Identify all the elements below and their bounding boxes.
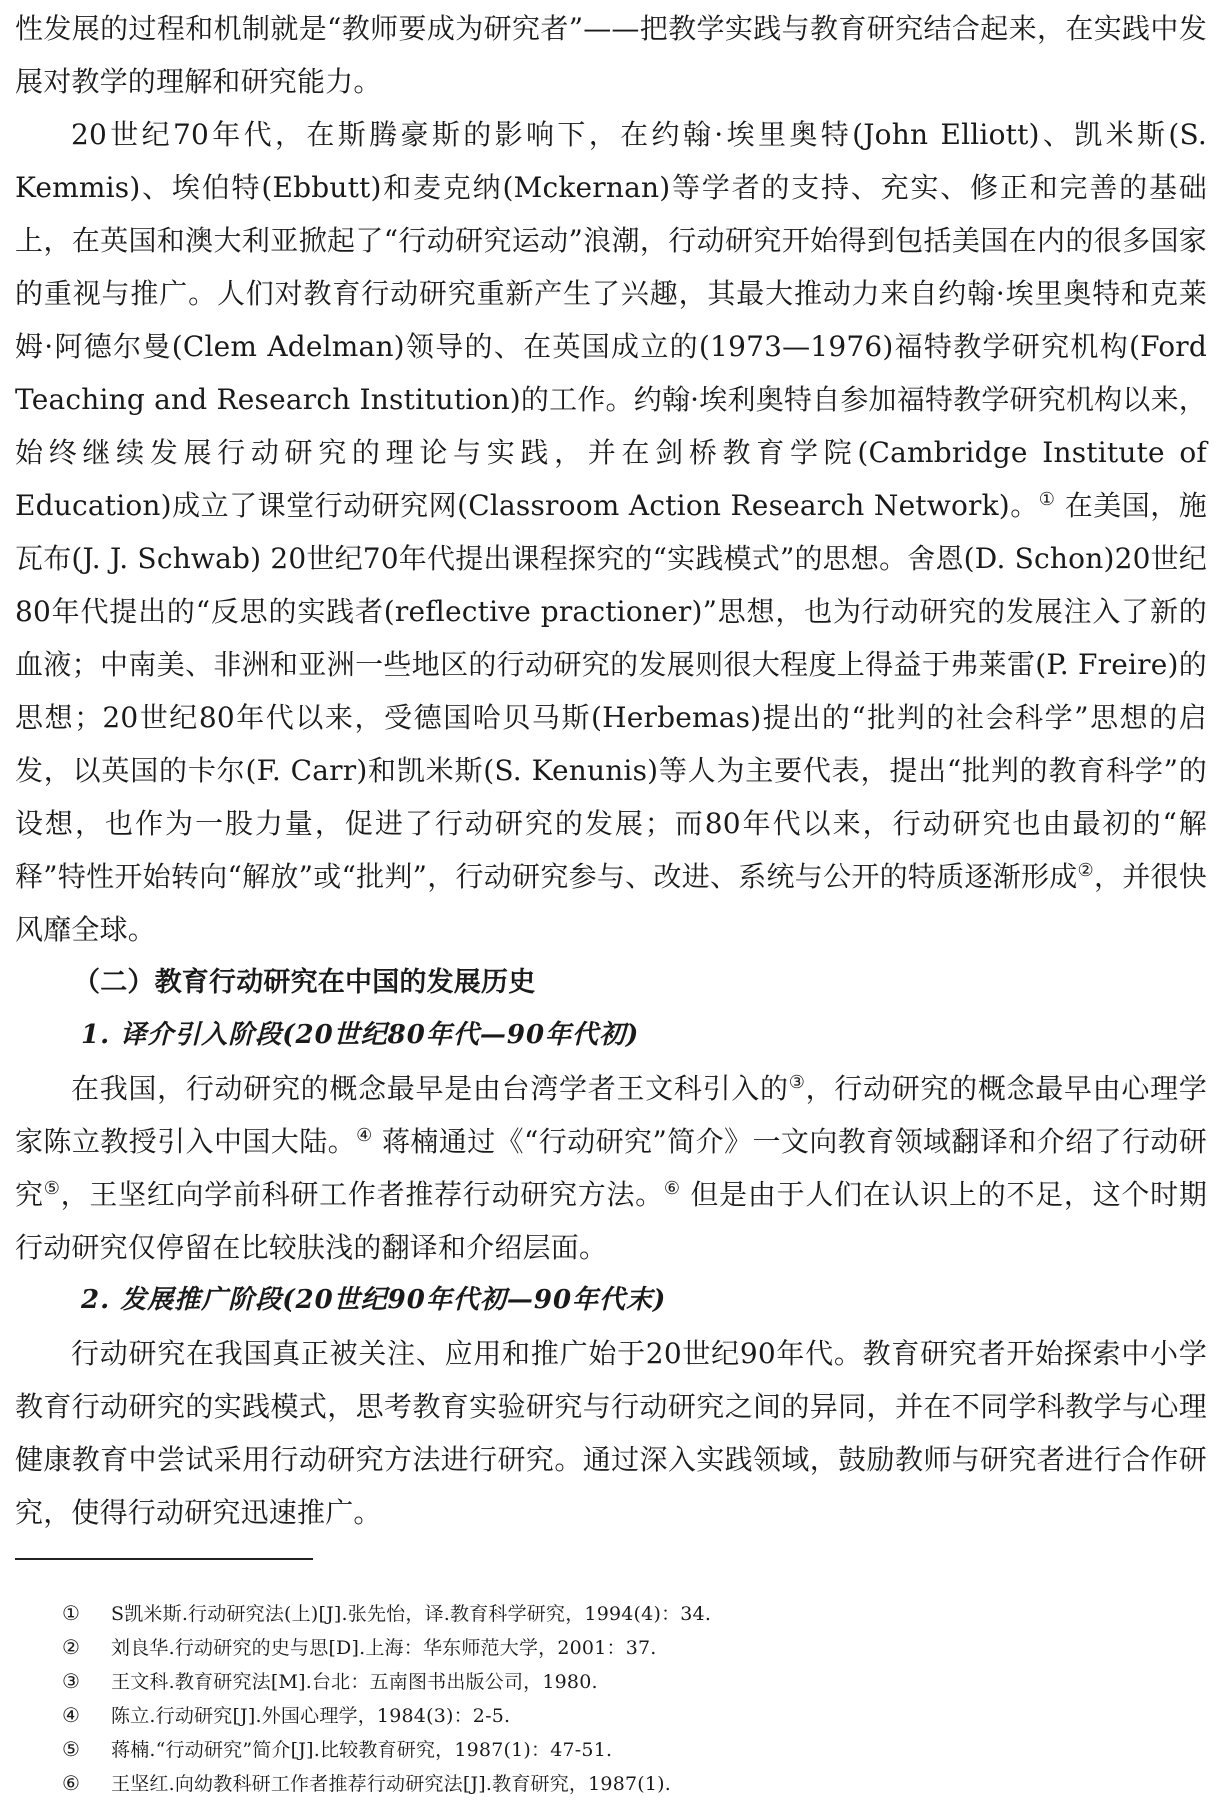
footnote-number: ⑥ bbox=[62, 1771, 80, 1795]
paragraph-text: ，行动研究的概念最早由心理学家陈立教授引入中国大陆。 bbox=[15, 1072, 1207, 1158]
footnote-text: 陈立.行动研究[J].外国心理学，1984(3)：2-5. bbox=[111, 1705, 511, 1727]
footnote-number: ② bbox=[62, 1635, 80, 1659]
footnote-text: 蒋楠.“行动研究”简介[J].比较教育研究，1987(1)：47-51. bbox=[111, 1739, 613, 1761]
paragraph-action-research-history-abroad bbox=[15, 108, 1207, 956]
body-text bbox=[15, 2, 1207, 1539]
paragraph-introduction-stage bbox=[15, 1062, 1207, 1274]
footnote-ref-2[interactable]: ② bbox=[1077, 860, 1094, 881]
footnote-number: ④ bbox=[62, 1703, 80, 1727]
document-page bbox=[15, 0, 1207, 1539]
footnote-item bbox=[62, 1631, 1162, 1665]
paragraph-text: 在美国，施瓦布(J. J. Schwab) 20世纪70年代提出课程探究的“实践模式”的思想。舍恩(D. Schon)20世纪80年代提出的“反思的实践者(reflective practioner)”思想，也为行动研究的发展注入了新的血液；中南美、非洲和亚洲一些地区的行动研究的发展则很大程度上得益于弗莱雷(P. Freire)的思想；20世纪80年代以来，受德国哈贝马斯(Herbemas)提出的“批判的社会科学”思想的启发，以英国的卡尔(F. Carr)和凯米斯(S. Kenunis)等人为主要代表，提出“批判的教育科学”的设想，也作为一股力量，促进了行动研究的发展；而80年代以来，行动研究也由最初的“解释”特性开始转向“解放”或“批判”，行动研究参与、改进、系统与公开的特质逐渐形成 bbox=[15, 489, 1207, 893]
footnote-item bbox=[62, 1699, 1162, 1733]
subsection-heading-2: 2. 发展推广阶段(20世纪90年代初—90年代末) bbox=[81, 1285, 667, 1315]
footnote-item bbox=[62, 1665, 1162, 1699]
footnote-ref-5[interactable]: ⑤ bbox=[43, 1178, 61, 1199]
footnote-number: ⑤ bbox=[62, 1737, 80, 1761]
paragraph-continuation bbox=[15, 2, 1207, 108]
footnote-text: 王坚红.向幼教科研工作者推荐行动研究法[J].教育研究，1987(1). bbox=[111, 1773, 672, 1795]
paragraph-text: 行动研究在我国真正被关注、应用和推广始于20世纪90年代。教育研究者开始探索中小学教育行动研究的实践模式，思考教育实验研究与行动研究之间的异同，并在不同学科教学与心理健康教育中尝试采用行动研究方法进行研究。通过深入实践领域，鼓励教师与研究者进行合作研究，使得行动研究迅速推广。 bbox=[15, 1337, 1207, 1529]
paragraph-text: 性发展的过程和机制就是“教师要成为研究者”——把教学实践与教育研究结合起来，在实践中发展对教学的理解和研究能力。 bbox=[15, 12, 1207, 98]
section-heading: （二）教育行动研究在中国的发展历史 bbox=[73, 967, 536, 998]
paragraph-text: 在我国，行动研究的概念最早是由台湾学者王文科引入的 bbox=[71, 1072, 789, 1105]
footnote-item bbox=[62, 1767, 1162, 1801]
paragraph-text: 蒋楠通过《“行动研究”简介》一文向教育领域翻译和介绍了行动研究 bbox=[15, 1125, 1207, 1211]
paragraph-text: 但是由于人们在认识上的不足，这个时期行动研究仅停留在比较肤浅的翻译和介绍层面。 bbox=[15, 1178, 1208, 1264]
footnote-ref-1[interactable]: ① bbox=[1038, 489, 1056, 510]
footnote-item bbox=[62, 1597, 1162, 1631]
paragraph-text: ，并很快风靡全球。 bbox=[15, 860, 1207, 946]
footnote-number: ③ bbox=[62, 1669, 80, 1693]
subsection-heading-1: 1. 译介引入阶段(20世纪80年代—90年代初) bbox=[81, 1020, 640, 1050]
footnote-text: S凯米斯.行动研究法(上)[J].张先怡，译.教育科学研究，1994(4)：34. bbox=[111, 1603, 712, 1625]
footnotes-list bbox=[62, 1597, 1162, 1801]
paragraph-text: 20世纪70年代，在斯腾豪斯的影响下，在约翰·埃里奥特(John Elliott)、凯米斯(S. Kemmis)、埃伯特(Ebbutt)和麦克纳(Mckernan)等学者的支持、充实、修正和完善的基础上，在英国和澳大利亚掀起了“行动研究运动”浪潮，行动研究开始得到包括美国在内的很多国家的重视与推广。人们对教育行动研究重新产生了兴趣，其最大推动力来自约翰·埃里奥特和克莱姆·阿德尔曼(Clem Adelman)领导的、在英国成立的(1973—1976)福特教学研究机构(Ford Teaching and Research Institution)的工作。约翰·埃利奥特自参加福特教学研究机构以来，始终继续发展行动研究的理论与实践，并在剑桥教育学院(Cambridge Institute of Education)成立了课堂行动研究网(Classroom Action Research Network)。 bbox=[15, 118, 1207, 522]
footnote-number: ① bbox=[62, 1601, 80, 1625]
footnote-ref-3[interactable]: ③ bbox=[788, 1072, 806, 1093]
footnote-divider bbox=[15, 1558, 313, 1560]
footnote-item bbox=[62, 1733, 1162, 1767]
footnote-text: 王文科.教育研究法[M].台北：五南图书出版公司，1980. bbox=[111, 1671, 598, 1693]
footnote-ref-4[interactable]: ④ bbox=[356, 1125, 373, 1146]
paragraph-text: ，王坚红向学前科研工作者推荐行动研究方法。 bbox=[60, 1178, 664, 1211]
footnote-text: 刘良华.行动研究的史与思[D].上海：华东师范大学，2001：37. bbox=[111, 1637, 657, 1659]
paragraph-promotion-stage bbox=[15, 1327, 1207, 1539]
footnote-ref-6[interactable]: ⑥ bbox=[663, 1178, 681, 1199]
